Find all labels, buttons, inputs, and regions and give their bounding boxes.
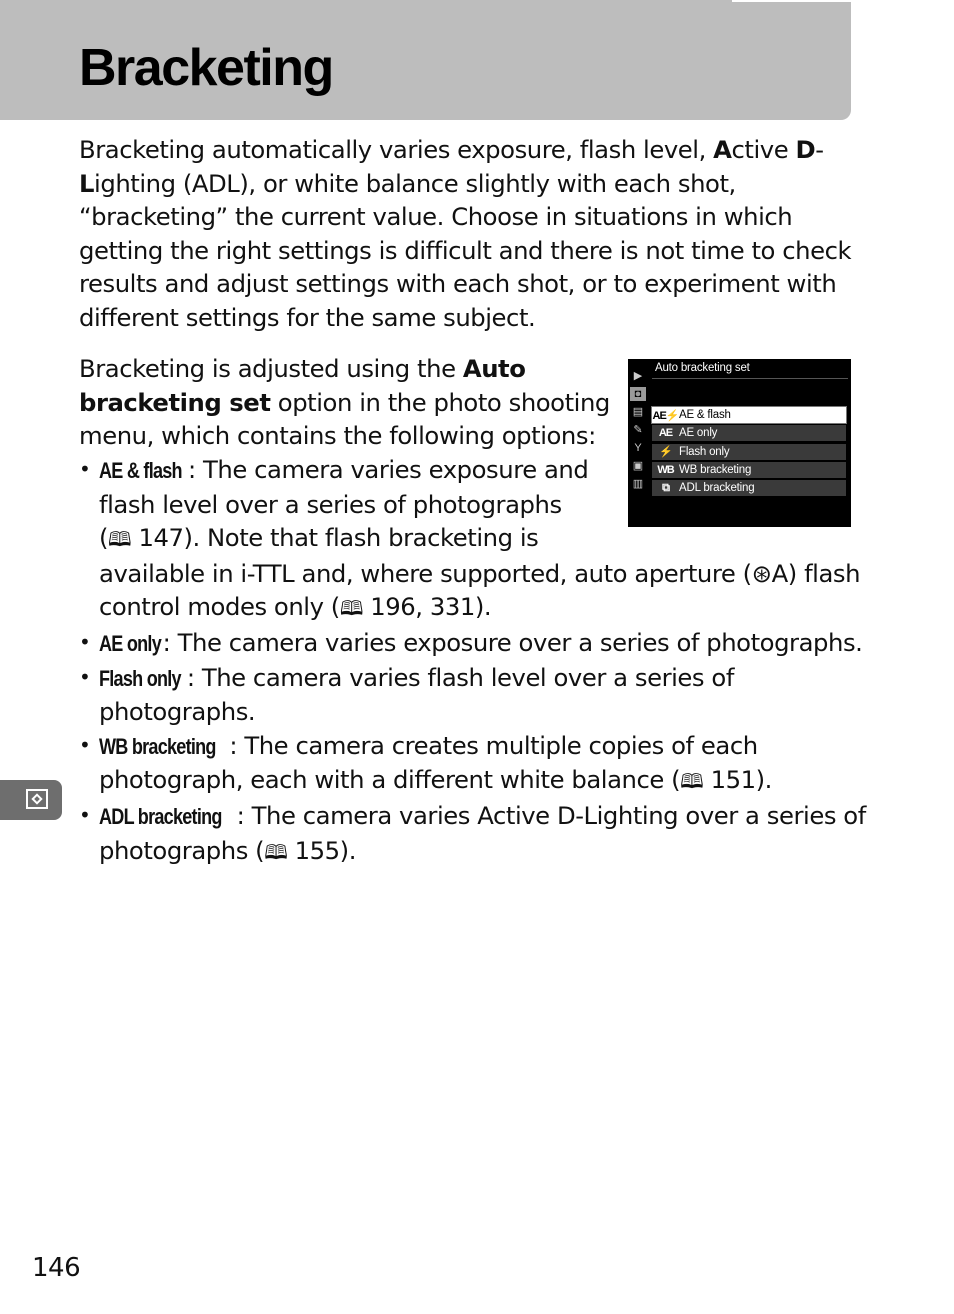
screen-row-label: AE & flash xyxy=(679,409,731,421)
ae-flash-wrapped xyxy=(99,453,599,557)
adl-bracketing-end: ). xyxy=(339,835,356,865)
setup-menu-icon: Y xyxy=(634,442,642,454)
page-title: Bracketing xyxy=(79,39,333,97)
screen-row-label: AE only xyxy=(679,427,718,440)
screen-row-label: WB bracketing xyxy=(679,463,752,476)
ae-icon: AE xyxy=(658,427,673,440)
wb-bracketing-text: : The camera creates multiple copies of each photograph, each with a different white balance ( xyxy=(99,730,758,795)
list-item-flash-only xyxy=(79,661,869,729)
intro-bold-a: A xyxy=(713,135,732,164)
book-icon: 🕮 xyxy=(339,596,363,621)
movie-menu-icon: ▤ xyxy=(632,406,644,418)
screen-title: Auto bracketing set xyxy=(655,362,750,374)
list-item-ae-only xyxy=(79,626,869,661)
photo-shooting-menu-icon: ◘ xyxy=(630,387,646,401)
term-ae-flash: AE & flash xyxy=(99,458,182,483)
custom-settings-icon: ✎ xyxy=(633,424,643,436)
screen-row-adl-bracketing xyxy=(652,480,846,496)
book-icon: 🕮 xyxy=(680,769,704,794)
list-item-adl-bracketing xyxy=(79,799,869,869)
intro-text-4: ighting (ADL), or white balance slightly with each shot, “bracketing” the current value. Choose in situations in which getting the right settings is difficult and there is not time to check results and adjust settings with each shot, or to experiment with different settings for the same subject. xyxy=(79,168,852,332)
page-ref[interactable]: 155 xyxy=(294,835,340,865)
intro-bold-l: L xyxy=(79,168,95,198)
intro-bold-d: D xyxy=(795,135,816,164)
ae-flash-text-mid: ). Note that flash bracketing is xyxy=(183,523,539,553)
flash-only-text: : The camera varies flash level over a series of photographs. xyxy=(99,662,734,727)
my-menu-icon: ▥ xyxy=(632,478,644,490)
ae-flash-text-rest: available in i-TTL and, where supported, auto aperture ( xyxy=(99,558,752,588)
list-item-wb-bracketing xyxy=(79,729,869,799)
screen-row-ae-only xyxy=(652,425,846,441)
term-adl-bracketing: ADL bracketing xyxy=(99,803,222,829)
wb-bracketing-end: ). xyxy=(755,765,772,795)
ae-flash-text-rest-b: A) flash control modes only ( xyxy=(99,558,861,622)
page-ref[interactable]: 147 xyxy=(138,523,184,553)
book-icon: 🕮 xyxy=(108,527,132,552)
retouch-menu-icon: ▣ xyxy=(632,460,644,472)
screen-row-label: Flash only xyxy=(679,445,730,458)
intro-paragraph xyxy=(79,133,859,335)
screen-option-list xyxy=(652,407,846,498)
screen-row-flash-only xyxy=(652,444,846,460)
flash-icon: ⚡ xyxy=(659,446,672,459)
term-flash-only: Flash only xyxy=(99,665,181,691)
screen-row-ae-flash xyxy=(652,407,846,423)
menu-option-name: Auto bracketing set xyxy=(79,354,526,417)
lead-paragraph xyxy=(79,352,624,453)
chapter-tab xyxy=(0,780,62,820)
page-ref[interactable]: 151 xyxy=(710,765,756,795)
page-number: 146 xyxy=(32,1253,81,1283)
intro-text-3: - xyxy=(815,135,824,164)
book-icon: 🕮 xyxy=(264,839,288,864)
auto-aperture-icon: ⊛ xyxy=(751,558,772,588)
adl-icon: ⧉ xyxy=(662,481,669,494)
term-wb-bracketing: WB bracketing xyxy=(99,733,216,759)
term-ae-only: AE only xyxy=(99,630,161,656)
lead-text-after: option in the photo shooting menu, which contains the following options: xyxy=(79,387,610,451)
intro-text-1: Bracketing automatically varies exposure, flash level, xyxy=(79,135,714,164)
shooting-chapter-icon xyxy=(26,789,48,809)
ae-flash-icon: AE⚡ xyxy=(652,409,679,422)
ae-only-text: : The camera varies exposure over a series of photographs. xyxy=(162,627,863,657)
ae-flash-text-end: ). xyxy=(474,592,492,622)
menu-tab-icons xyxy=(630,369,648,495)
intro-text-2: ctive xyxy=(731,135,796,164)
page-ref[interactable]: 196, 331 xyxy=(370,592,475,622)
adl-bracketing-text: : The camera varies Active D-Lighting over a series of photographs ( xyxy=(99,800,866,865)
ae-flash-text: : The camera varies exposure and flash level over a series of photographs ( xyxy=(99,455,589,553)
wb-icon: WB xyxy=(657,463,674,476)
playback-menu-icon: ▶ xyxy=(633,370,643,382)
screen-divider xyxy=(652,378,848,379)
screen-row-label: ADL bracketing xyxy=(679,482,755,495)
lead-text-before: Bracketing is adjusted using the xyxy=(79,354,463,383)
camera-menu-screenshot xyxy=(628,359,851,527)
screen-row-wb-bracketing xyxy=(652,462,846,478)
